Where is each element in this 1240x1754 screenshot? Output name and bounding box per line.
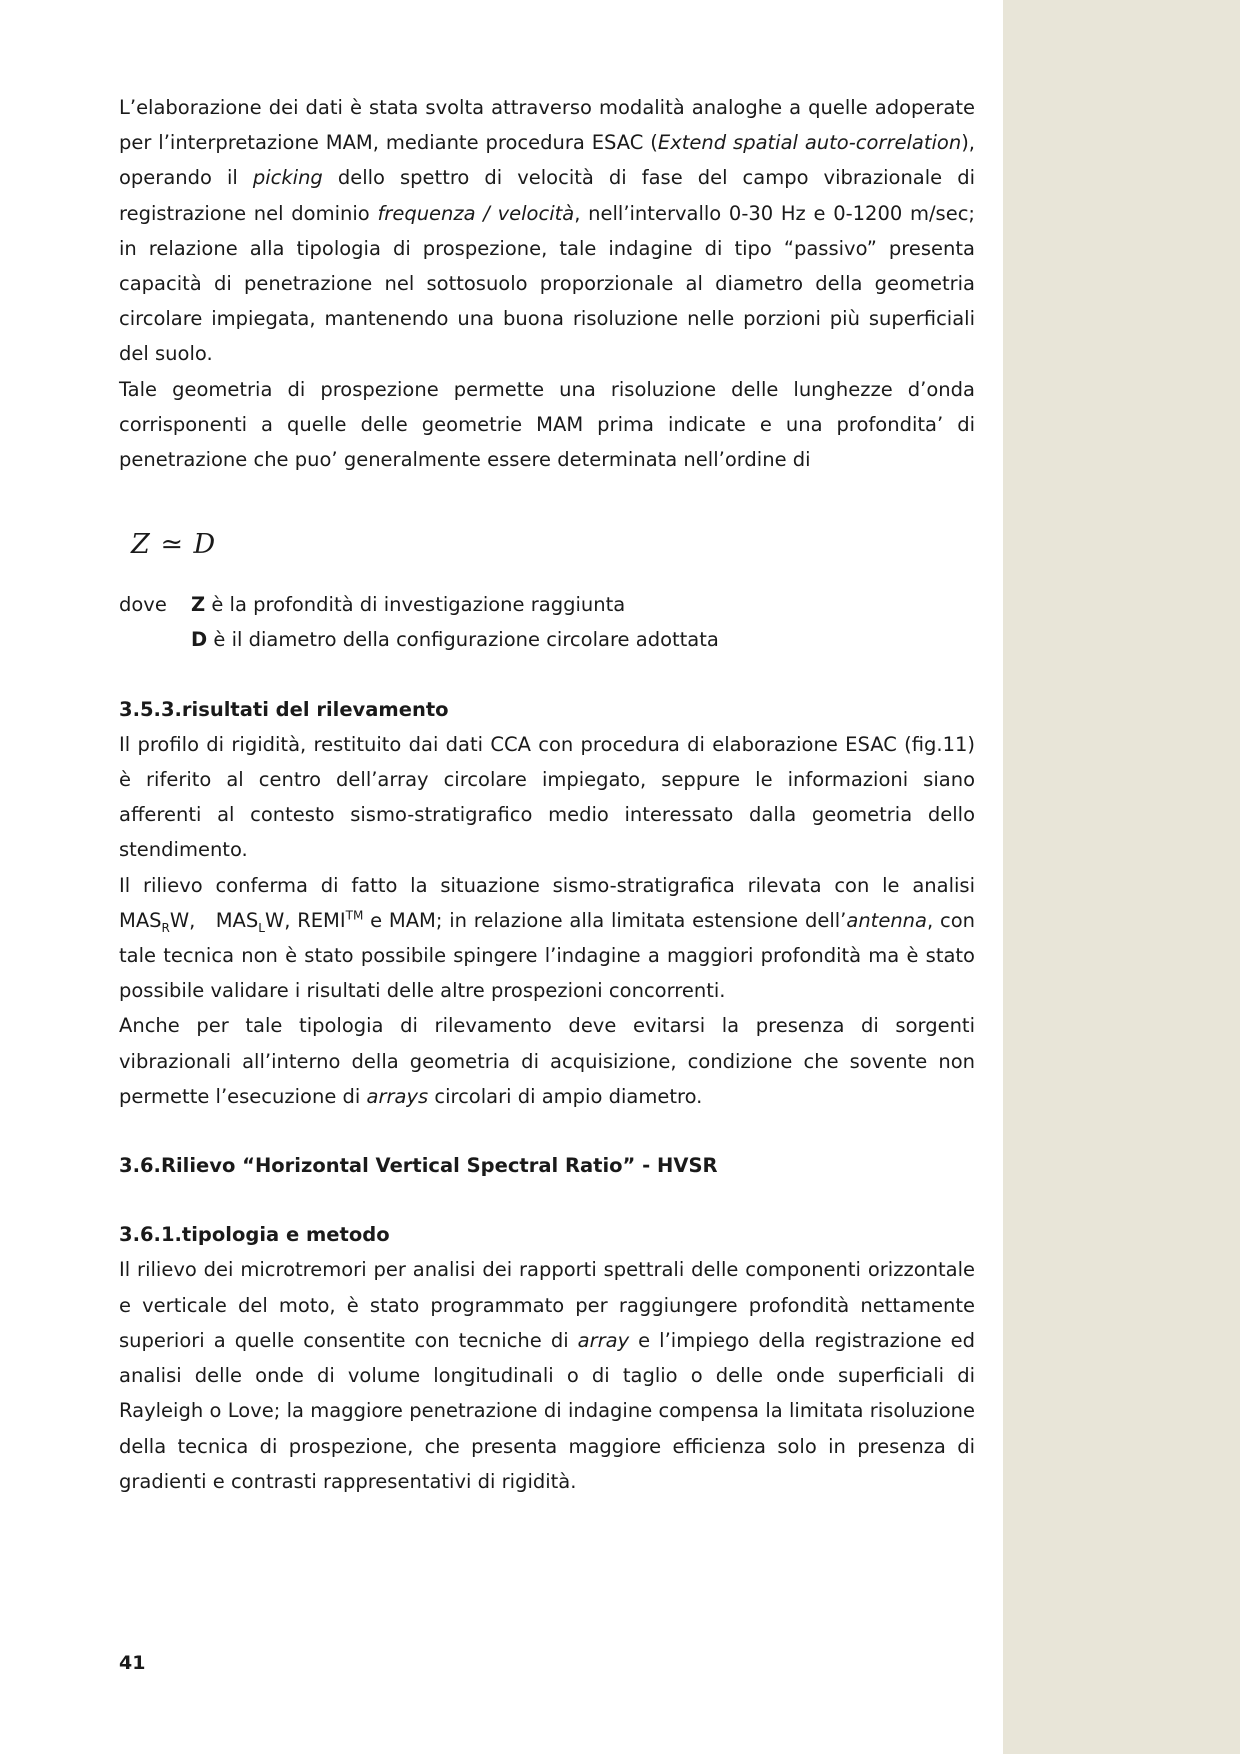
paragraph-vibration-sources: Anche per tale tipologia di rilevamento deve evitarsi la presenza di sorgenti vibrazionali all’interno della geometria di acquisizione, condizione che sovente non permette l’esecuzione di arrays circolari di ampio diametro. [119, 1014, 975, 1108]
paragraph-geometry: Tale geometria di prospezione permette una risoluzione delle lunghezze d’onda corrisponenti a quelle delle geometrie MAM prima indicate e una profondita’ di penetrazione che puo’ generalmente essere determinata nell’ordine di [119, 377, 975, 472]
page-number: 41 [119, 1652, 146, 1674]
section-heading-3-5-3: 3.5.3.risultati del rilevamento [119, 697, 449, 721]
formula-z-approx-d: Z ≃ D [131, 529, 217, 561]
legend-d: D è il diametro della configurazione circolare adottata [191, 628, 719, 652]
page-body [119, 90, 975, 1499]
side-margin-band [1003, 0, 1240, 1754]
legend-label: dove [119, 593, 167, 617]
paragraph-esac-processing: L’elaborazione dei dati è stata svolta attraverso modalità analoghe a quelle adoperate per l’interpretazione MAM, mediante procedura ESAC (Extend spatial auto-correlation), operando il picking dello spettro di velocità di fase del campo vibrazionale di registrazione nel dominio frequenza / velocità, nell’intervallo 0-30 Hz e 0-1200 m/sec; in relazione alla tipologia di prospezione, tale indagine di tipo “passivo” presenta capacità di penetrazione nel sottosuolo proporzionale al diametro della geometria circolare impiegata, mantenendo una buona risoluzione nelle porzioni più superficiali del suolo. [119, 96, 975, 366]
section-heading-3-6: 3.6.Rilievo “Horizontal Vertical Spectral Ratio” - HVSR [119, 1154, 718, 1178]
formula-legend [119, 587, 975, 657]
paragraph-confirmation: Il rilievo conferma di fatto la situazione sismo-stratigrafica rilevata con le analisi $MAS_RW$, $MAS_LW$, REMI™ e MAM; in relazione alla limitata estensione dell’antenna, con tale tecnica non è stato possibile spingere l’indagine a maggiori profondità ma è stato possibile validare i risultati delle altre prospezioni concorrenti. [119, 873, 975, 1003]
section-heading-3-6-1: 3.6.1.tipologia e metodo [119, 1223, 390, 1247]
paragraph-stiffness-profile: Il profilo di rigidità, restituito dai dati CCA con procedura di elaborazione ESAC (fig.11) è riferito al centro dell’array circolare impiegato, seppure le informazioni siano afferenti al contesto sismo-stratigrafico medio interessato dalla geometria dello stendimento. [119, 732, 975, 862]
paragraph-microtremors: Il rilievo dei microtremori per analisi dei rapporti spettrali delle componenti orizzontale e verticale del moto, è stato programmato per raggiungere profondità nettamente superiori a quelle consentite con tecniche di array e l’impiego della registrazione ed analisi delle onde di volume longitudinali o di taglio o delle onde superficiali di Rayleigh o Love; la maggiore penetrazione di indagine compensa la limitata risoluzione della tecnica di prospezione, che presenta maggiore efficienza solo in presenza di gradienti e contrasti rappresentativi di rigidità. [119, 1258, 976, 1493]
legend-z: Z è la profondità di investigazione raggiunta [191, 593, 626, 617]
